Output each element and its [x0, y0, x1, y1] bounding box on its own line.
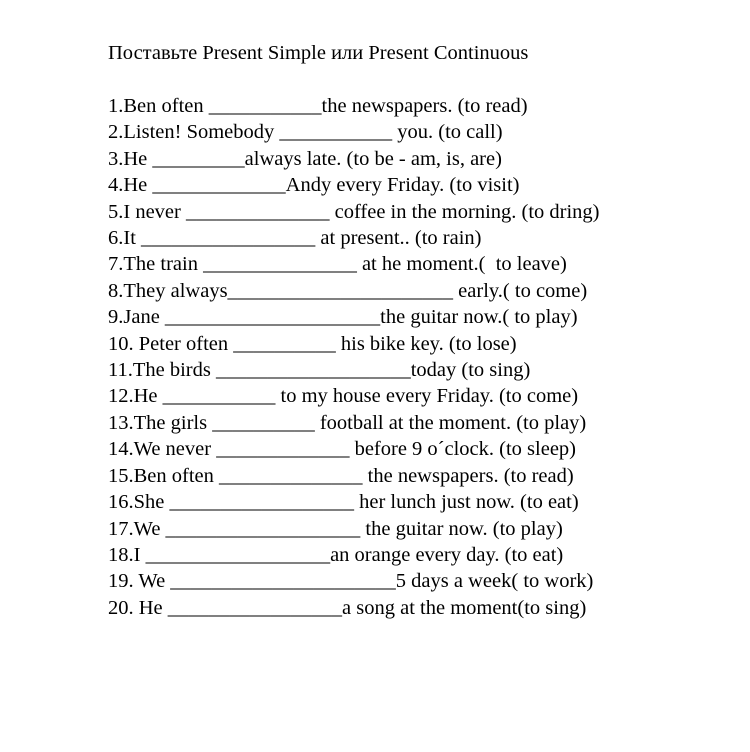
exercise-item-7: 7.The train _______________ at he moment.( to leave) [108, 253, 567, 276]
exercise-list [108, 93, 728, 621]
exercise-item-16: 16.She __________________ her lunch just now. (to eat) [108, 491, 579, 514]
exercise-item-3: 3.He _________always late. (to be - am, is, are) [108, 147, 502, 170]
exercise-item-12: 12.He ___________ to my house every Friday. (to come) [108, 385, 579, 408]
exercise-item-17: 17.We ___________________ the guitar now. (to play) [108, 517, 563, 540]
exercise-item-19: 19. We ______________________5 days a week( to work) [108, 570, 594, 593]
exercise-item-4: 4.He _____________Andy every Friday. (to visit) [108, 174, 520, 197]
exercise-item-1: 1.Ben often ___________the newspapers. (to read) [108, 95, 528, 117]
worksheet [108, 40, 728, 621]
exercise-item-2: 2.Listen! Somebody ___________ you. (to call) [108, 121, 503, 144]
exercise-item-14: 14.We never _____________ before 9 o´clock. (to sleep) [108, 438, 576, 461]
exercise-item-15: 15.Ben often ______________ the newspapers. (to read) [108, 464, 574, 487]
exercise-item-20: 20. He _________________a song at the moment(to sing) [108, 596, 587, 619]
worksheet-title: Поставьте Present Simple или Present Continuous [108, 42, 529, 64]
exercise-item-5: 5.I never ______________ coffee in the morning. (to dring) [108, 200, 600, 223]
exercise-item-13: 13.The girls __________ football at the moment. (to play) [108, 411, 587, 434]
exercise-item-6: 6.It _________________ at present.. (to rain) [108, 227, 482, 250]
exercise-item-10: 10. Peter often __________ his bike key. (to lose) [108, 332, 517, 355]
exercise-item-9: 9.Jane _____________________the guitar now.( to play) [108, 306, 578, 329]
exercise-item-18: 18.I __________________an orange every day. (to eat) [108, 543, 564, 566]
exercise-item-8: 8.They always______________________ early.( to come) [108, 279, 588, 302]
exercise-item-11: 11.The birds ___________________today (to sing) [108, 359, 531, 382]
